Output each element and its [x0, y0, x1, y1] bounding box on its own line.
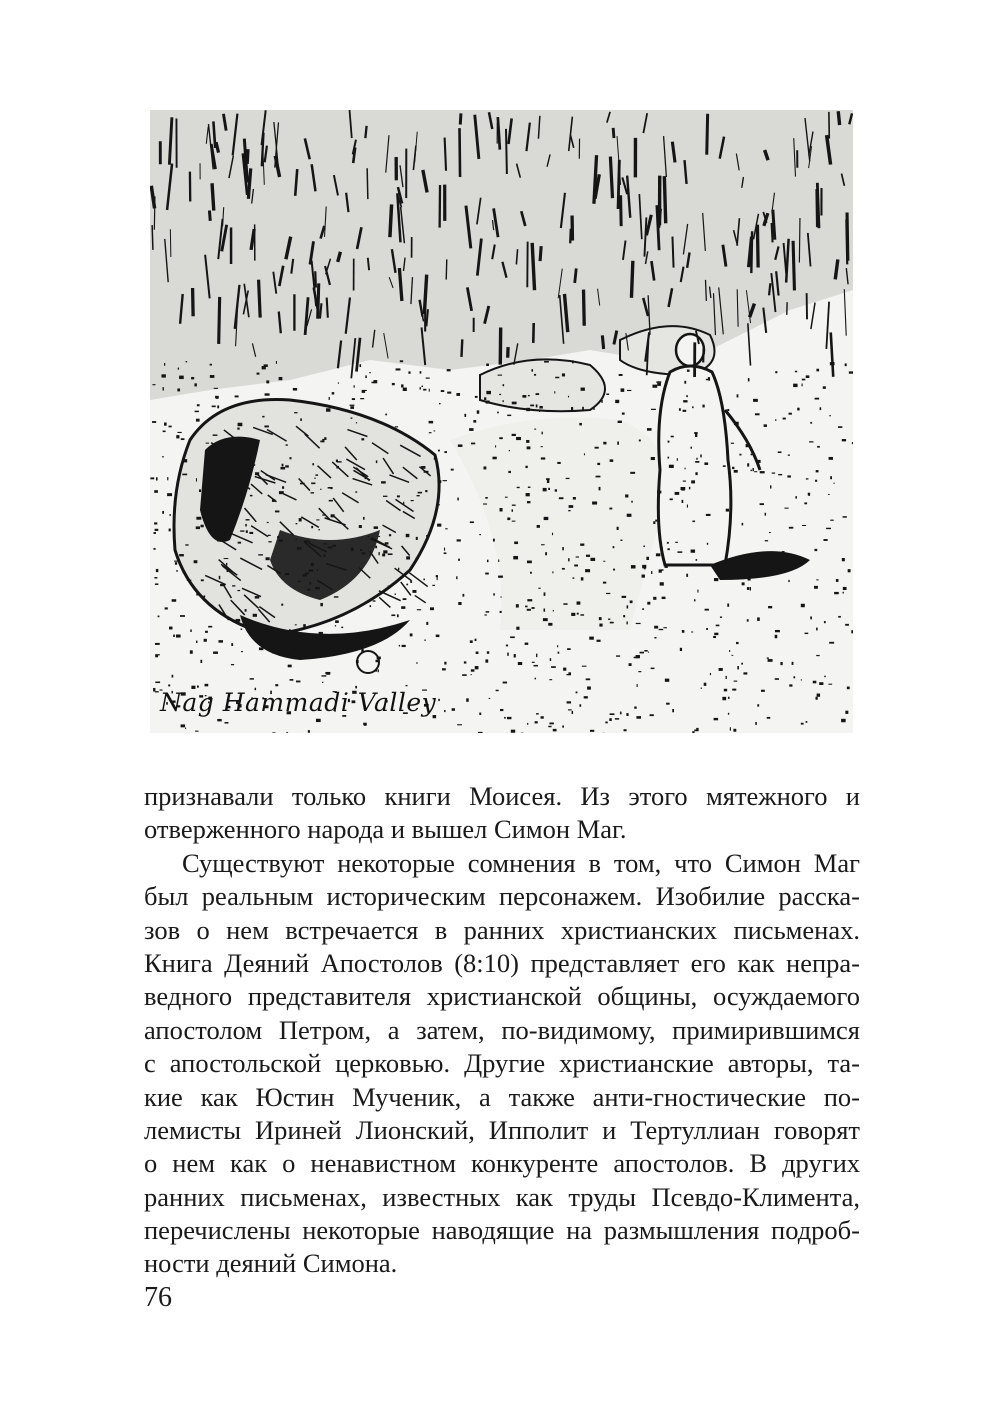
page-number: 76	[144, 1282, 172, 1313]
figure-caption: Nag Hammadi Valley	[160, 688, 437, 717]
text-line: о нем как о ненавистном конкуренте апостолов. В других	[144, 1148, 860, 1179]
text-line: ности деяний Симона.	[144, 1248, 398, 1279]
text-line: кие как Юстин Мученик, а также анти-гностические по-	[144, 1081, 860, 1112]
text-line: лемисты Ириней Лионский, Ипполит и Тертуллиан говорят	[144, 1114, 860, 1145]
text-line: отверженного народа и вышел Симон Маг.	[144, 814, 627, 845]
text-line: ранних письменах, известных как труды Псевдо-Климента,	[144, 1181, 860, 1212]
valley-sketch-image	[150, 110, 853, 733]
text-line: Существуют некоторые сомнения в том, что Симон Маг	[182, 847, 860, 878]
body-text	[144, 780, 860, 1281]
text-line: ведного представителя христианской общины, осуждаемого	[144, 981, 860, 1012]
text-line: перечислены некоторые наводящие на размышления подроб-	[144, 1215, 860, 1246]
text-line: апостолом Петром, а затем, по-видимому, примирившимся	[144, 1014, 860, 1045]
text-line: с апостольской церковью. Другие христианские авторы, та-	[144, 1048, 860, 1079]
illustration	[150, 110, 853, 733]
text-line: Книга Деяний Апостолов (8:10) представляет его как непра-	[144, 947, 860, 978]
text-line: признавали только книги Моисея. Из этого мятежного и	[144, 781, 860, 811]
text-line: был реальным историческим персонажем. Изобилие расска-	[144, 881, 860, 912]
text-line: зов о нем встречается в ранних христианских письменах.	[144, 914, 860, 945]
